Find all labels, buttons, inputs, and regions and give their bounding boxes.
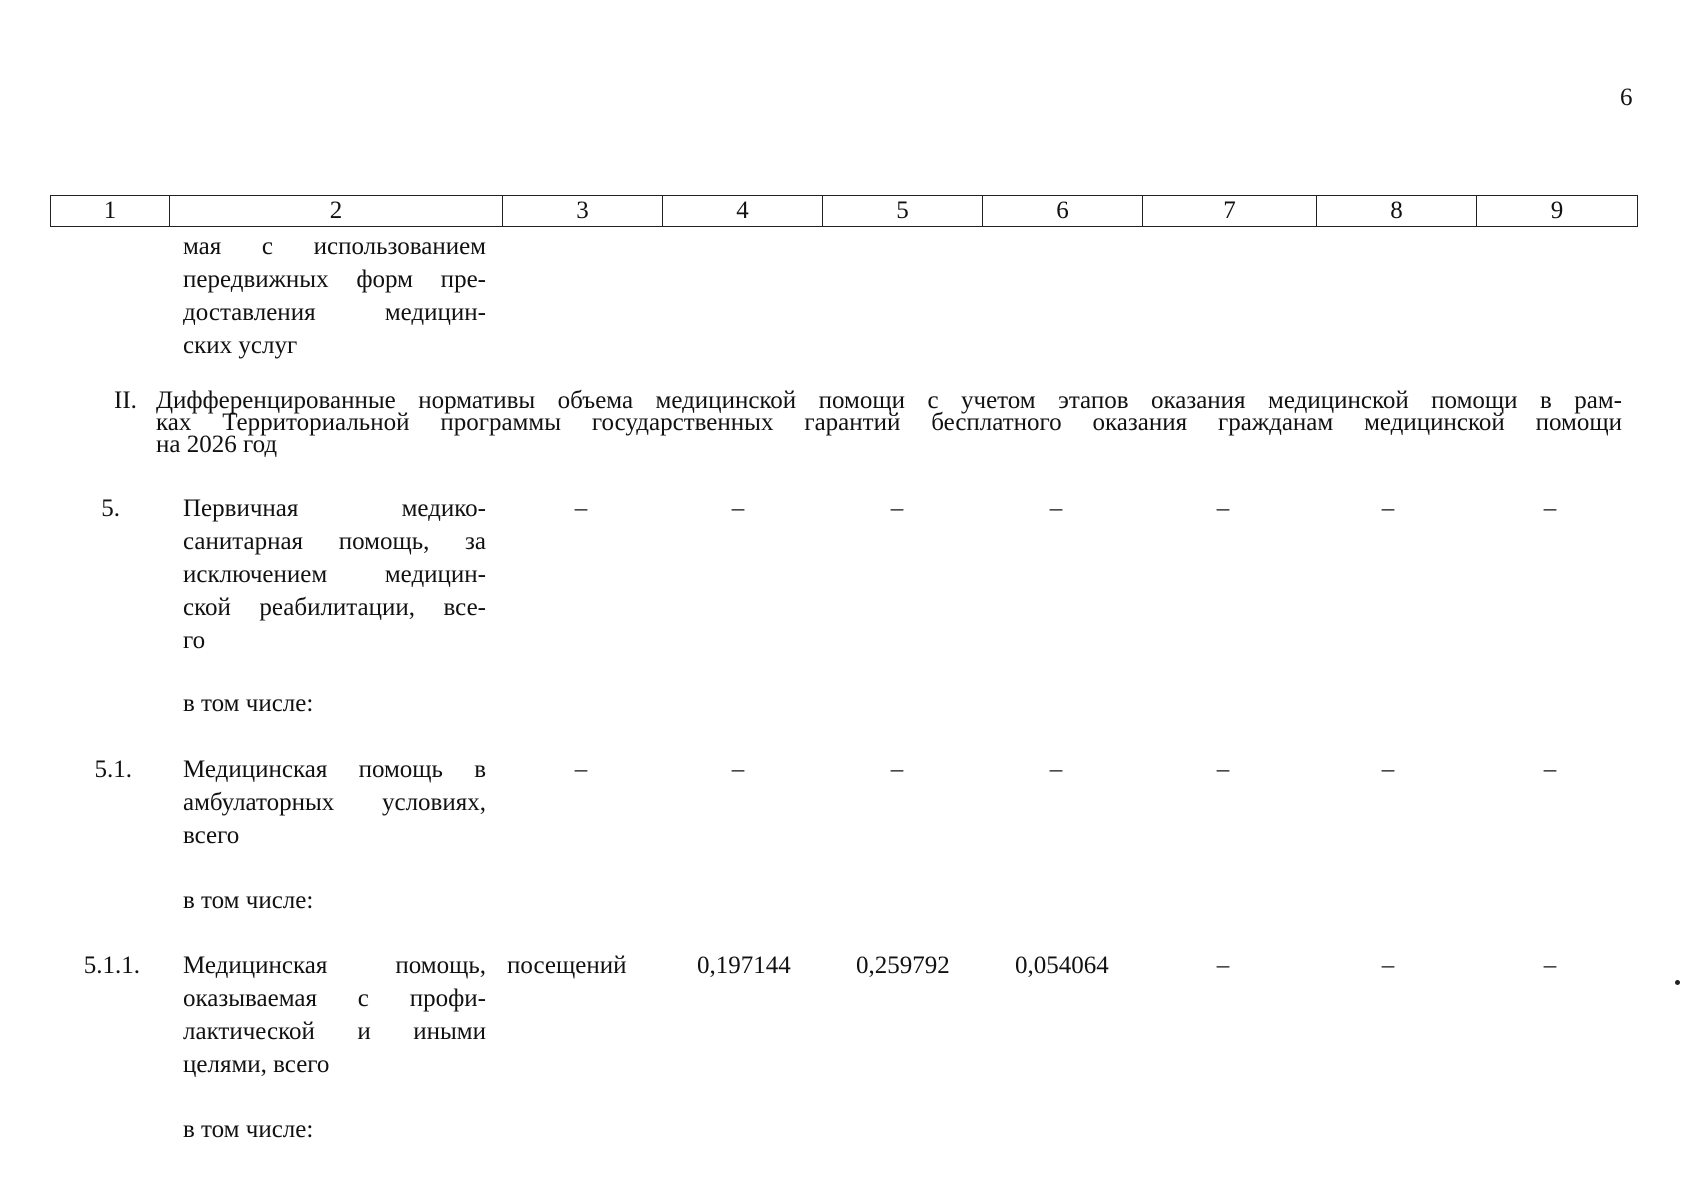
cell-value: – bbox=[574, 495, 588, 522]
text-line: го bbox=[183, 627, 206, 654]
section-title-line: на 2026 год bbox=[156, 431, 278, 458]
text-line: передвижных форм пре- bbox=[183, 266, 486, 293]
text-line: ской реабилитации, все- bbox=[183, 594, 486, 621]
column-number: 9 bbox=[1477, 196, 1638, 227]
column-number: 7 bbox=[1143, 196, 1317, 227]
cell-value: – bbox=[731, 756, 745, 783]
cell-value: – bbox=[1049, 495, 1063, 522]
column-number: 4 bbox=[663, 196, 823, 227]
column-number: 3 bbox=[503, 196, 663, 227]
cell-value: – bbox=[1049, 756, 1063, 783]
text-line: мая с использованием bbox=[183, 233, 486, 260]
column-number: 8 bbox=[1317, 196, 1477, 227]
continued-row-name bbox=[183, 230, 486, 362]
text-line: Медицинская помощь, bbox=[183, 952, 486, 979]
text-line: санитарная помощь, за bbox=[183, 528, 486, 555]
cell-value: – bbox=[1543, 495, 1557, 522]
cell-value: – bbox=[1381, 756, 1395, 783]
text-line: Первичная медико- bbox=[183, 495, 486, 522]
section-title-line: Дифференцированные нормативы объема медицинской помощи с учетом этапов оказания медицинской помощи в рам- bbox=[156, 387, 1622, 414]
row-number: 5. bbox=[101, 495, 120, 522]
row-number: 5.1. bbox=[94, 756, 132, 783]
text-line: Медицинская помощь в bbox=[183, 756, 486, 783]
including-label: в том числе: bbox=[183, 1116, 314, 1143]
header-row bbox=[51, 196, 1638, 227]
cell-value: – bbox=[1543, 952, 1557, 979]
text-line: лактической и иными bbox=[183, 1018, 486, 1045]
row-number: 5.1.1. bbox=[83, 952, 140, 979]
page-number: 6 bbox=[1620, 84, 1633, 111]
column-number: 6 bbox=[983, 196, 1143, 227]
row-name bbox=[183, 949, 486, 1081]
text-line: ских услуг bbox=[183, 332, 298, 359]
row-name bbox=[183, 492, 486, 657]
column-number-header bbox=[50, 195, 1638, 227]
including-label: в том числе: bbox=[183, 690, 314, 717]
cell-value: 0,054064 bbox=[1015, 952, 1109, 979]
text-line: доставления медицин- bbox=[183, 299, 486, 326]
cell-value: – bbox=[1216, 495, 1230, 522]
cell-value: 0,197144 bbox=[697, 952, 791, 979]
cell-value: – bbox=[731, 495, 745, 522]
unit-of-measure: посещений bbox=[507, 952, 627, 979]
section-title bbox=[156, 387, 1622, 458]
section-roman-numeral: II. bbox=[114, 387, 137, 414]
text-line: целями, всего bbox=[183, 1051, 330, 1078]
text-line: оказываемая с профи- bbox=[183, 985, 486, 1012]
cell-value: – bbox=[890, 495, 904, 522]
including-label: в том числе: bbox=[183, 887, 314, 914]
section-title-line: ках Территориальной программы государственных гарантий бесплатного оказания гражданам медицинской помощи bbox=[156, 409, 1622, 436]
cell-value: – bbox=[1381, 952, 1395, 979]
column-number: 2 bbox=[170, 196, 503, 227]
text-line: всего bbox=[183, 822, 240, 849]
cell-value: – bbox=[1381, 495, 1395, 522]
text-line: исключением медицин- bbox=[183, 561, 486, 588]
cell-value: – bbox=[890, 756, 904, 783]
cell-value: – bbox=[1543, 756, 1557, 783]
cell-value: – bbox=[574, 756, 588, 783]
scan-speck bbox=[1675, 980, 1680, 985]
cell-value: – bbox=[1216, 952, 1230, 979]
row-name bbox=[183, 753, 486, 852]
column-number: 1 bbox=[51, 196, 170, 227]
text-line: амбулаторных условиях, bbox=[183, 789, 486, 816]
column-number: 5 bbox=[823, 196, 983, 227]
cell-value: 0,259792 bbox=[856, 952, 950, 979]
cell-value: – bbox=[1216, 756, 1230, 783]
